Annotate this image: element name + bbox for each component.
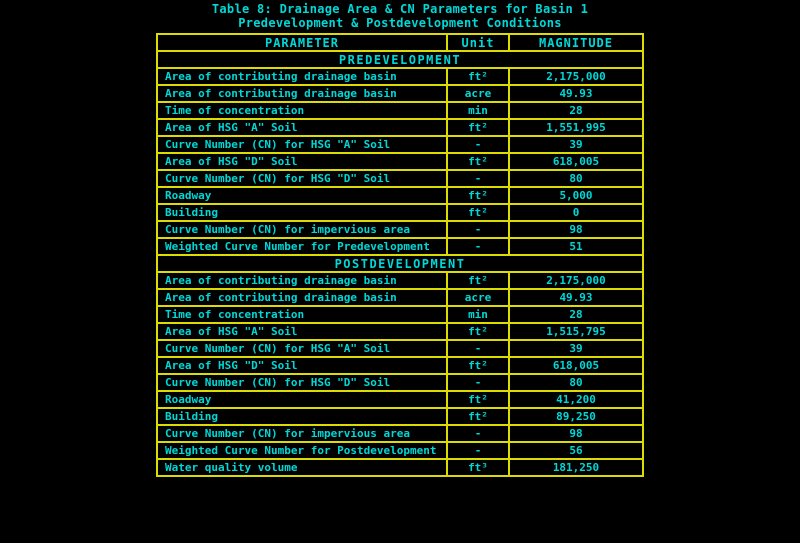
unit-cell: - <box>447 442 509 459</box>
magnitude-cell: 2,175,000 <box>509 272 643 289</box>
magnitude-cell: 49.93 <box>509 289 643 306</box>
table-row <box>157 340 643 357</box>
table-row <box>157 204 643 221</box>
parameter-cell: Building <box>157 408 447 425</box>
unit-cell: ft² <box>447 408 509 425</box>
magnitude-cell: 39 <box>509 340 643 357</box>
unit-cell: ft² <box>447 204 509 221</box>
column-header-unit: Unit <box>447 34 509 51</box>
magnitude-cell: 618,005 <box>509 357 643 374</box>
unit-cell: ft² <box>447 68 509 85</box>
table-row <box>157 85 643 102</box>
parameter-cell: Building <box>157 204 447 221</box>
magnitude-cell: 89,250 <box>509 408 643 425</box>
parameter-cell: Time of concentration <box>157 306 447 323</box>
table-row <box>157 459 643 476</box>
column-header-row <box>157 34 643 51</box>
magnitude-cell: 5,000 <box>509 187 643 204</box>
column-header-parameter: PARAMETER <box>157 34 447 51</box>
magnitude-cell: 1,551,995 <box>509 119 643 136</box>
drainage-cn-table <box>156 33 644 477</box>
parameter-cell: Curve Number (CN) for HSG "D" Soil <box>157 374 447 391</box>
unit-cell: ft² <box>447 187 509 204</box>
unit-cell: ft³ <box>447 459 509 476</box>
unit-cell: - <box>447 425 509 442</box>
parameter-cell: Area of contributing drainage basin <box>157 68 447 85</box>
table-row <box>157 306 643 323</box>
unit-cell: - <box>447 374 509 391</box>
magnitude-cell: 98 <box>509 425 643 442</box>
table-row <box>157 391 643 408</box>
magnitude-cell: 1,515,795 <box>509 323 643 340</box>
unit-cell: ft² <box>447 153 509 170</box>
parameter-cell: Weighted Curve Number for Predevelopment <box>157 238 447 255</box>
parameter-cell: Area of contributing drainage basin <box>157 289 447 306</box>
magnitude-cell: 28 <box>509 102 643 119</box>
unit-cell: - <box>447 340 509 357</box>
unit-cell: ft² <box>447 357 509 374</box>
table-row <box>157 357 643 374</box>
parameter-cell: Time of concentration <box>157 102 447 119</box>
parameter-cell: Weighted Curve Number for Postdevelopment <box>157 442 447 459</box>
parameter-cell: Curve Number (CN) for HSG "A" Soil <box>157 136 447 153</box>
unit-cell: - <box>447 136 509 153</box>
magnitude-cell: 0 <box>509 204 643 221</box>
magnitude-cell: 49.93 <box>509 85 643 102</box>
parameter-cell: Curve Number (CN) for impervious area <box>157 425 447 442</box>
parameter-cell: Curve Number (CN) for impervious area <box>157 221 447 238</box>
section-header-predevelopment <box>157 51 643 68</box>
table-row <box>157 68 643 85</box>
parameter-cell: Area of HSG "A" Soil <box>157 323 447 340</box>
magnitude-cell: 618,005 <box>509 153 643 170</box>
magnitude-cell: 80 <box>509 170 643 187</box>
table-row <box>157 238 643 255</box>
parameter-cell: Area of contributing drainage basin <box>157 272 447 289</box>
parameter-cell: Curve Number (CN) for HSG "D" Soil <box>157 170 447 187</box>
table-row <box>157 187 643 204</box>
table-row <box>157 289 643 306</box>
parameter-cell: Area of HSG "A" Soil <box>157 119 447 136</box>
magnitude-cell: 2,175,000 <box>509 68 643 85</box>
unit-cell: min <box>447 102 509 119</box>
parameter-cell: Area of HSG "D" Soil <box>157 357 447 374</box>
unit-cell: ft² <box>447 272 509 289</box>
table-title-line1: Table 8: Drainage Area & CN Parameters for Basin 1 <box>211 2 589 16</box>
parameter-cell: Area of contributing drainage basin <box>157 85 447 102</box>
unit-cell: - <box>447 170 509 187</box>
table-row <box>157 425 643 442</box>
table-row <box>157 221 643 238</box>
magnitude-cell: 39 <box>509 136 643 153</box>
unit-cell: acre <box>447 289 509 306</box>
table-row <box>157 374 643 391</box>
parameter-cell: Water quality volume <box>157 459 447 476</box>
magnitude-cell: 28 <box>509 306 643 323</box>
table-title-line2: Predevelopment & Postdevelopment Conditions <box>238 16 562 30</box>
parameter-cell: Area of HSG "D" Soil <box>157 153 447 170</box>
table-row <box>157 272 643 289</box>
table-row <box>157 153 643 170</box>
section-header-label: POSTDEVELOPMENT <box>157 255 643 272</box>
table-row <box>157 170 643 187</box>
unit-cell: ft² <box>447 323 509 340</box>
table-row <box>157 408 643 425</box>
magnitude-cell: 80 <box>509 374 643 391</box>
unit-cell: ft² <box>447 391 509 408</box>
table-row <box>157 136 643 153</box>
magnitude-cell: 56 <box>509 442 643 459</box>
table-row <box>157 442 643 459</box>
parameter-cell: Roadway <box>157 187 447 204</box>
magnitude-cell: 98 <box>509 221 643 238</box>
magnitude-cell: 41,200 <box>509 391 643 408</box>
unit-cell: ft² <box>447 119 509 136</box>
magnitude-cell: 181,250 <box>509 459 643 476</box>
magnitude-cell: 51 <box>509 238 643 255</box>
section-header-postdevelopment <box>157 255 643 272</box>
unit-cell: - <box>447 238 509 255</box>
parameter-cell: Curve Number (CN) for HSG "A" Soil <box>157 340 447 357</box>
table-row <box>157 119 643 136</box>
column-header-magnitude: MAGNITUDE <box>509 34 643 51</box>
table-row <box>157 102 643 119</box>
parameter-cell: Roadway <box>157 391 447 408</box>
table-row <box>157 323 643 340</box>
section-header-label: PREDEVELOPMENT <box>157 51 643 68</box>
unit-cell: - <box>447 221 509 238</box>
unit-cell: min <box>447 306 509 323</box>
unit-cell: acre <box>447 85 509 102</box>
